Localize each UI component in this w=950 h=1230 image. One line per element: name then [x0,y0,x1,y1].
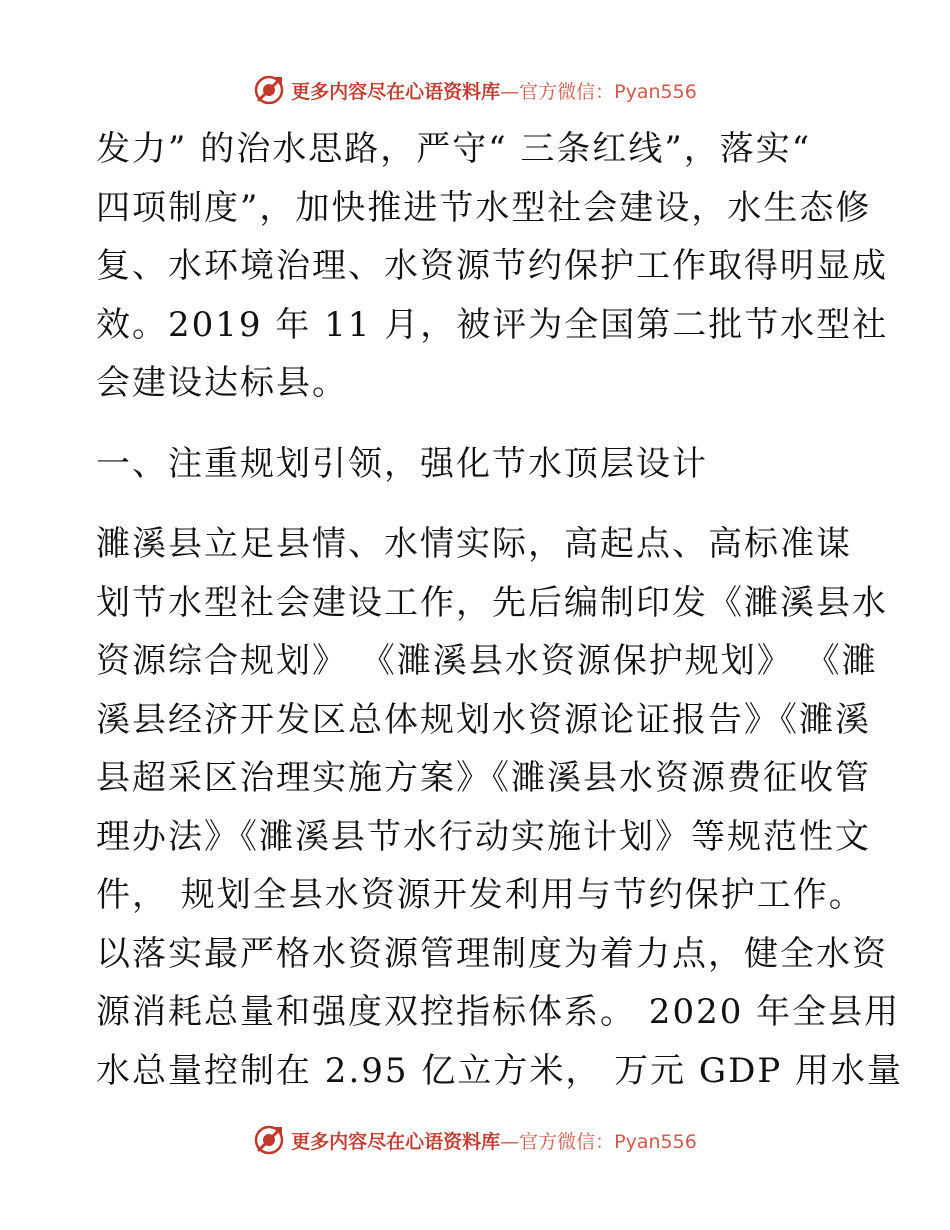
watermark-separator: — [500,1130,520,1153]
watermark-contact: 官方微信：Pyan556 [519,1130,697,1153]
text-line: 以落实最严格水资源管理制度为着力点，健全水资 [96,933,888,974]
text-line: 溪县经济开发区总体规划水资源论证报告》《濉溪 [96,699,871,740]
text-line: 资源综合规划》 《濉溪县水资源保护规划》 《濉 [96,641,878,681]
brand-logo-icon [253,74,285,106]
text-line: 理办法》《濉溪县节水行动实施计划》等规范性文 [96,816,871,857]
text-line: 发力” 的治水思路，严守“ 三条红线”，落实“ [96,129,812,169]
watermark-text [291,77,697,104]
footer-watermark [0,1120,950,1160]
text-line: 源消耗总量和强度双控指标体系。 2020 年全县用 [96,992,901,1032]
section-heading: 一、注重规划引领，强化节水顶层设计 [96,443,708,484]
text-line: 水总量控制在 2.95 亿立方米， 万元 GDP 用水量 [96,1050,904,1091]
watermark-brand: 更多内容尽在心语资料库 [291,80,501,103]
text-line: 四项制度”，加快推进节水型社会建设，水生态修 [96,187,872,228]
text-line: 划节水型社会建设工作，先后编制印发《濉溪县水 [96,582,888,623]
header-watermark [0,70,950,110]
paragraph-gap [96,493,856,515]
watermark-contact: 官方微信：Pyan556 [519,80,697,103]
document-body [96,120,904,1100]
watermark-brand: 更多内容尽在心语资料库 [291,1130,501,1153]
watermark-text [291,1127,697,1154]
text-line: 会建设达标县。 [96,363,348,403]
brand-logo-icon [253,1124,285,1156]
text-line: 件， 规划全县水资源开发利用与节约保护工作。 [96,875,865,915]
watermark-separator: — [500,80,520,103]
text-line: 濉溪县立足县情、水情实际，高起点、高标准谋 [96,524,852,564]
paragraph-gap [96,413,856,435]
text-line: 县超采区治理实施方案》《濉溪县水资源费征收管 [96,758,871,798]
text-line: 复、水环境治理、水资源节约保护工作取得明显成 [96,246,888,286]
text-line: 效。2019 年 11 月，被评为全国第二批节水型社 [96,304,889,345]
